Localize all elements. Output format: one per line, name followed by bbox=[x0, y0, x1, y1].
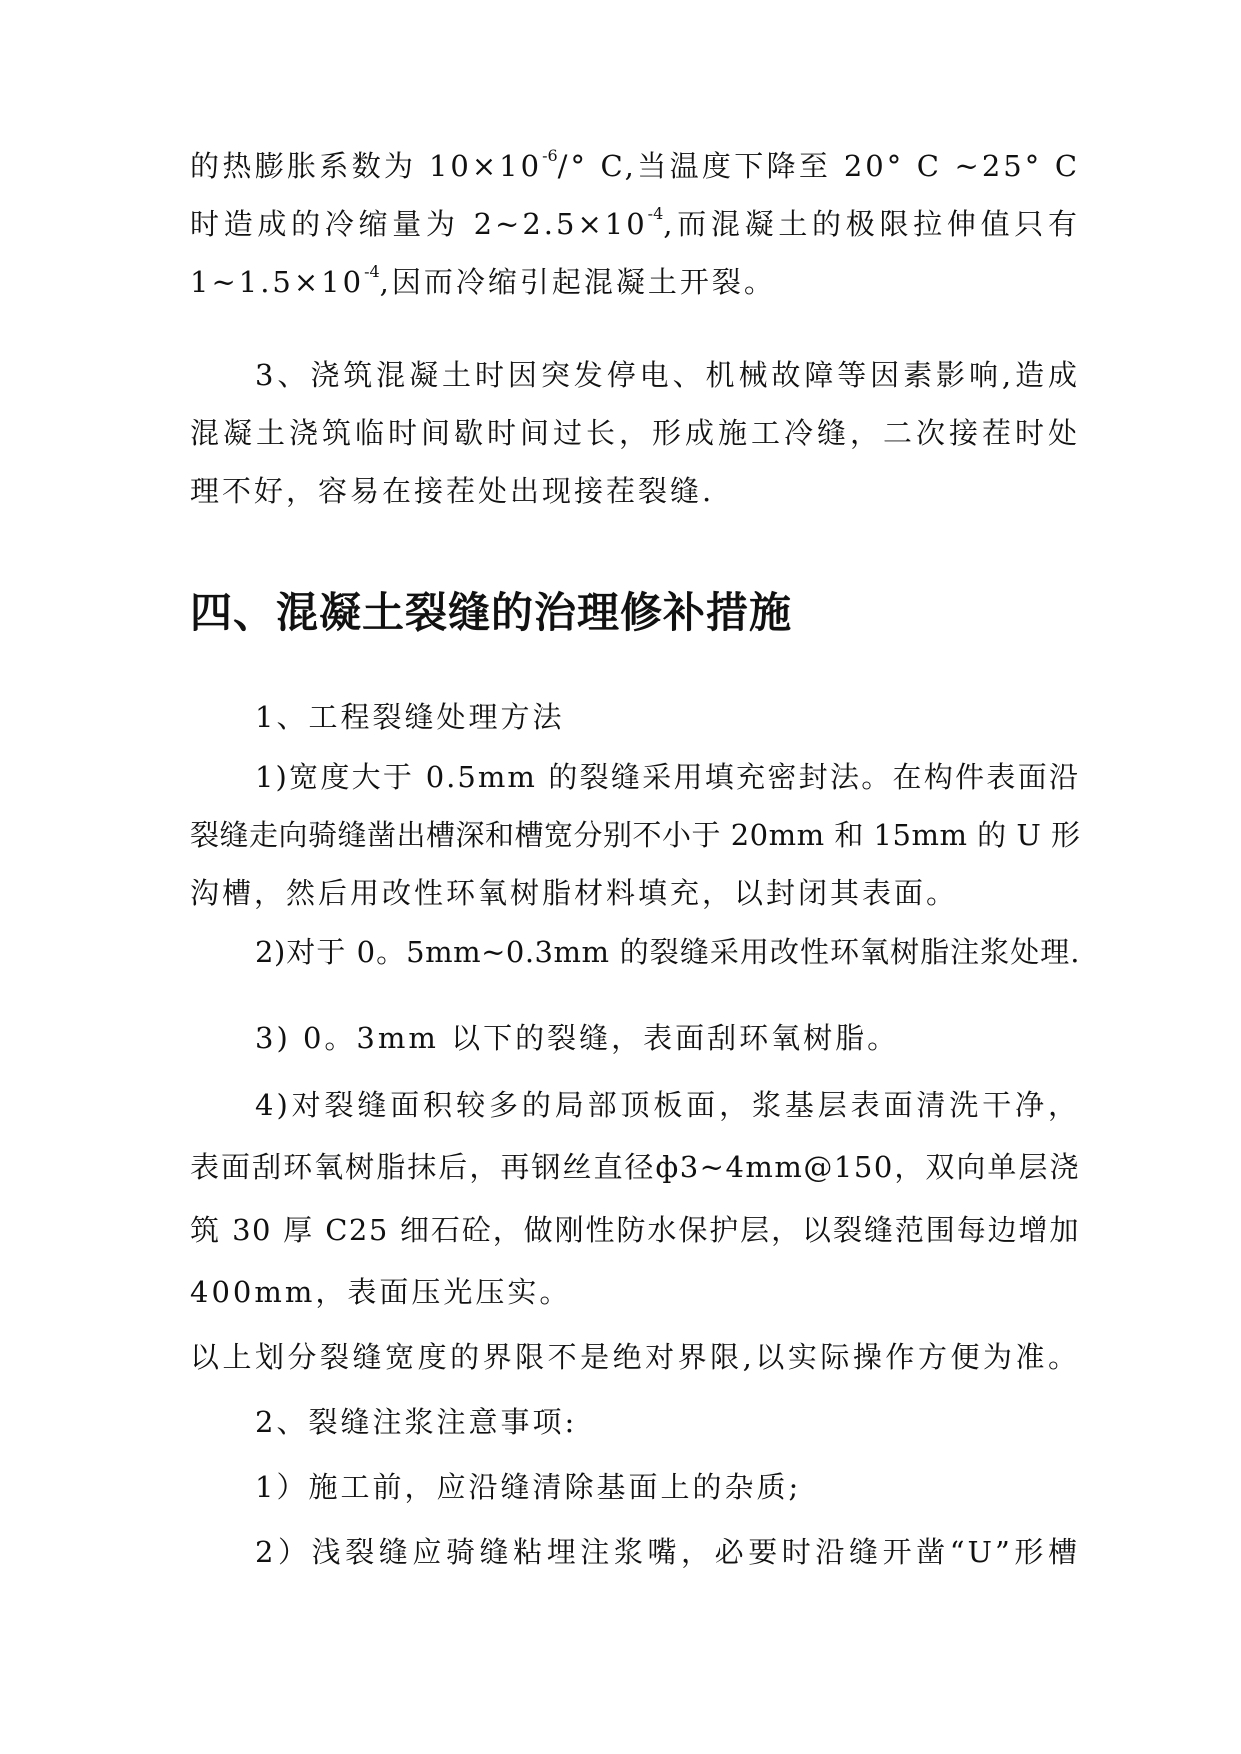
text-line-12: 3) 0。3mm 以下的裂缝，表面刮环氧树脂。 bbox=[255, 1021, 900, 1055]
exponent: -4 bbox=[647, 204, 664, 224]
text-line-4: 3、浇筑混凝土时因突发停电、机械故障等因素影响,造成 bbox=[255, 358, 1080, 392]
text-fragment: 时造成的冷缩量为 2~2.5×10 bbox=[190, 207, 648, 241]
text-line-2 bbox=[190, 204, 1080, 244]
text-line-10: 沟槽，然后用改性环氧树脂材料填充，以封闭其表面。 bbox=[190, 876, 959, 910]
text-fragment: 的热膨胀系数为 10×10 bbox=[190, 149, 543, 183]
text-line-3 bbox=[190, 262, 1080, 302]
text-fragment: /° C,当温度下降至 20° C ~25° C bbox=[557, 149, 1081, 183]
text-line-5: 混凝土浇筑临时间歇时间过长，形成施工冷缝，二次接茬时处 bbox=[190, 416, 1080, 450]
text-line-8: 1)宽度大于 0.5mm 的裂缝采用填充密封法。在构件表面沿 bbox=[255, 760, 1080, 794]
text-line-19: 1）施工前，应沿缝清除基面上的杂质; bbox=[255, 1470, 802, 1504]
text-line-15: 筑 30 厚 C25 细石砼，做刚性防水保护层，以裂缝范围每边增加 bbox=[190, 1213, 1080, 1247]
text-fragment: 1~1.5×10 bbox=[190, 265, 365, 299]
text-line-13: 4)对裂缝面积较多的局部顶板面，浆基层表面清洗干净， bbox=[255, 1088, 1080, 1122]
text-line-11: 2)对于 0。5mm~0.3mm 的裂缝采用改性环氧树脂注浆处理. bbox=[255, 935, 1080, 969]
text-line-17: 以上划分裂缝宽度的界限不是绝对界限,以实际操作方便为准。 bbox=[190, 1340, 1080, 1374]
text-line-14: 表面刮环氧树脂抹后，再钢丝直径ф3~4mm@150，双向单层浇 bbox=[190, 1150, 1080, 1184]
text-fragment: ,而混凝土的极限拉伸值只有 bbox=[663, 207, 1080, 241]
text-line-20: 2）浅裂缝应骑缝粘埋注浆嘴，必要时沿缝开凿“U”形槽 bbox=[255, 1535, 1080, 1569]
exponent: -6 bbox=[542, 146, 558, 166]
exponent: -4 bbox=[364, 262, 380, 282]
text-line-9: 裂缝走向骑缝凿出槽深和槽宽分别不小于 20mm 和 15mm 的 U 形 bbox=[190, 818, 1081, 852]
text-fragment: ,因而冷缩引起混凝土开裂。 bbox=[379, 265, 776, 299]
section-heading: 四、混凝土裂缝的治理修补措施 bbox=[190, 588, 793, 637]
text-line-7: 1、工程裂缝处理方法 bbox=[255, 700, 565, 734]
text-line-18: 2、裂缝注浆注意事项: bbox=[255, 1405, 578, 1439]
text-line-1 bbox=[190, 146, 1080, 186]
text-line-16: 400mm，表面压光压实。 bbox=[190, 1275, 572, 1309]
text-line-6: 理不好，容易在接茬处出现接茬裂缝. bbox=[190, 474, 715, 508]
